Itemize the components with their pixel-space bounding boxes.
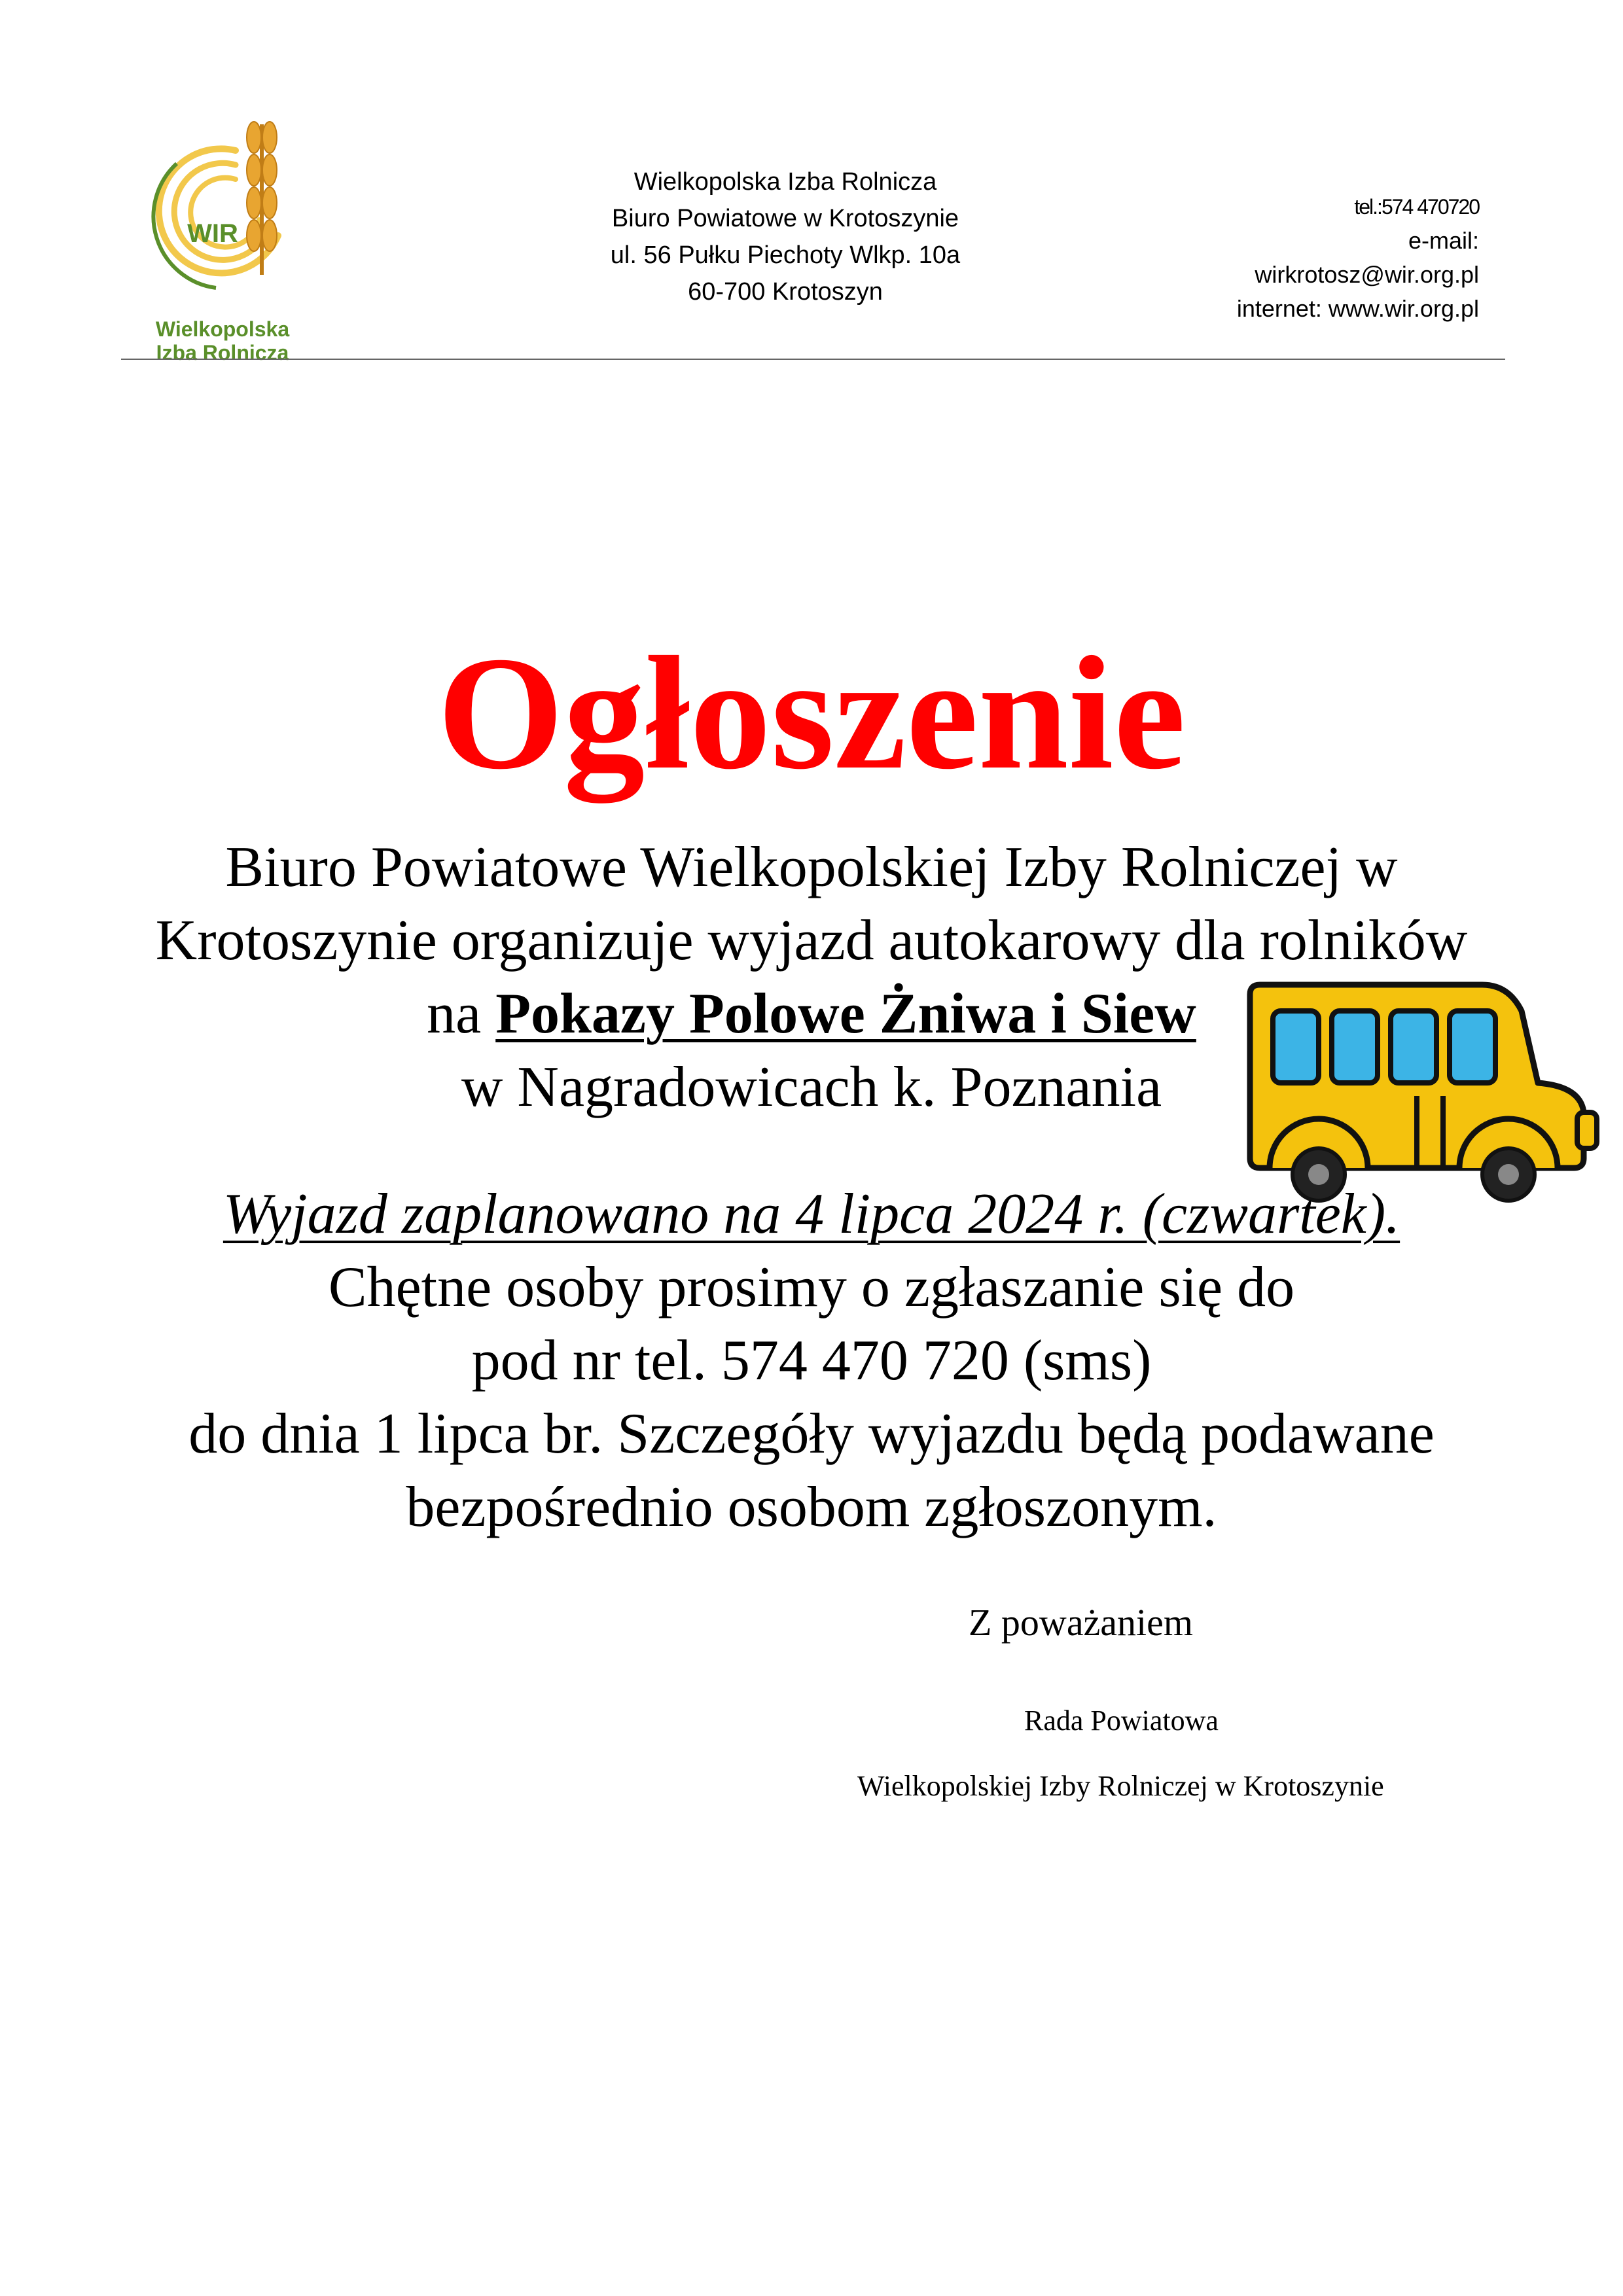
signup-line-4: bezpośrednio osobom zgłoszonym. [406,1475,1217,1539]
org-office: Biuro Powiatowe w Krotoszynie [611,205,959,232]
signup-line-3: do dnia 1 lipca br. Szczegóły wyjazdu będą podawane [188,1402,1435,1466]
intro-line-1: Biuro Powiatowe Wielkopolskiej Izby Rolniczej w [225,836,1398,899]
logo-caption-line1: Wielkopolska [155,317,290,341]
logo-caption [137,317,308,364]
wir-logo-icon [137,111,308,314]
school-bus-icon [1240,972,1607,1207]
announcement-title: Ogłoszenie [437,623,1186,803]
logo-letters: WIR [187,219,238,248]
signer-line-1: Rada Powiatowa [1024,1704,1219,1737]
contact-email-label: e-mail: [1408,227,1479,254]
logo-caption-line2: Izba Rolnicza [156,341,289,364]
contact-website[interactable]: internet: www.wir.org.pl [1236,295,1479,322]
org-street: ul. 56 Pułku Piechoty Wlkp. 10a [610,241,961,269]
closing-greeting: Z poważaniem [969,1601,1194,1644]
contact-phone: tel.:574 470720 [1354,195,1479,219]
event-name: Pokazy Polowe Żniwa i Siew [495,982,1196,1046]
signup-line-2: pod nr tel. 574 470 720 (sms) [471,1329,1152,1392]
school-bus-illustration [1240,972,1607,1207]
signup-line-1: Chętne osoby prosimy o zgłaszanie się do [328,1256,1295,1319]
event-prefix: na [427,982,496,1046]
org-city: 60-700 Krotoszyn [688,278,883,306]
trip-date: Wyjazd zaplanowano na 4 lipca 2024 r. (czwartek). [223,1182,1400,1246]
contact-email[interactable]: wirkrotosz@wir.org.pl [1255,261,1479,288]
event-location: w Nagradowicach k. Poznania [461,1055,1162,1119]
signer-line-2: Wielkopolskiej Izby Rolniczej w Krotoszynie [857,1770,1384,1802]
header-divider [121,359,1505,360]
announcement-details [0,1178,1623,1544]
intro-line-2: Krotoszynie organizuje wyjazd autokarowy dla rolników [155,909,1468,972]
organization-address [458,164,1113,310]
contact-info [1080,190,1479,326]
wir-logo [137,111,308,364]
org-name: Wielkopolska Izba Rolnicza [633,168,937,196]
